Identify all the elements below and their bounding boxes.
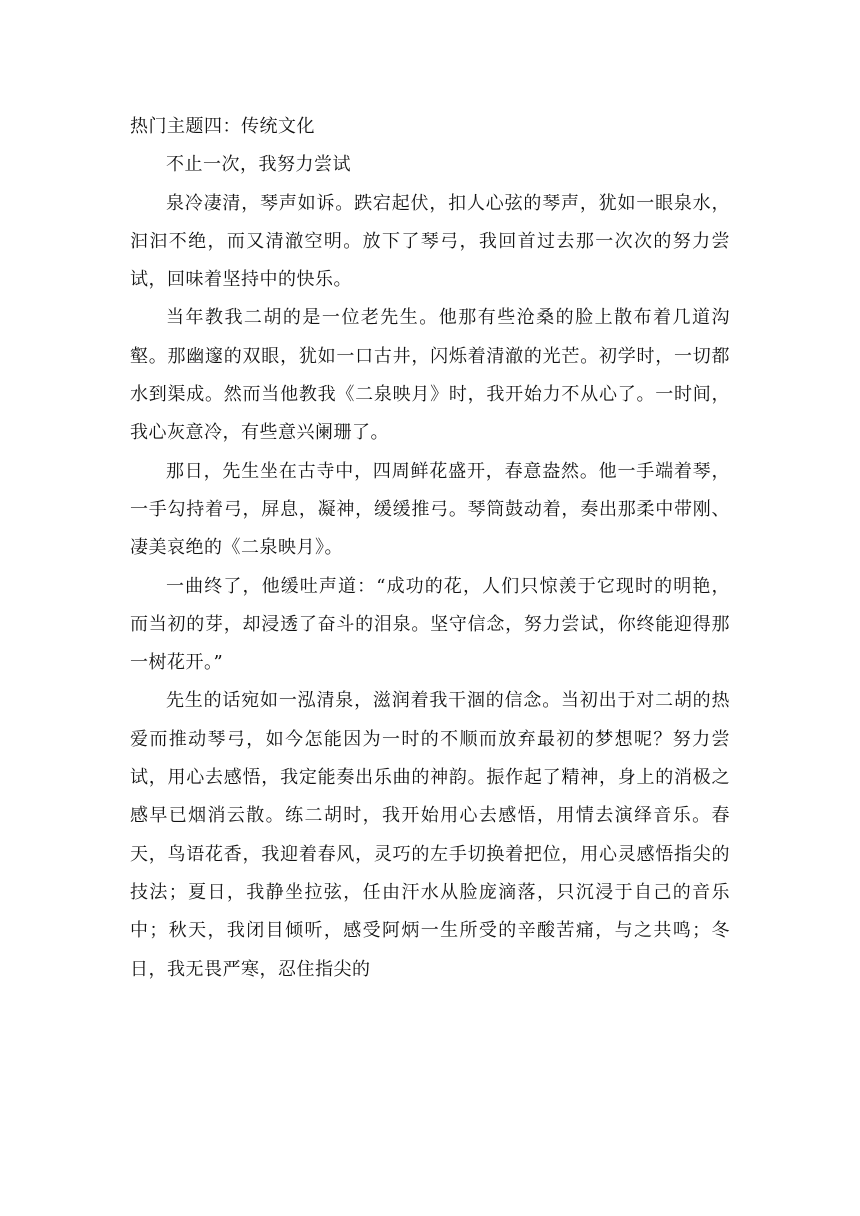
document-body (130, 108, 730, 989)
essay-title: 不止一次，我努力尝试 (166, 154, 351, 176)
paragraph-5: 先生的话宛如一泓清泉，滋润着我干涸的信念。当初出于对二胡的热爱而推动琴弓，如今怎能因为一时的不顺而放弃最初的梦想呢？努力尝试，用心去感悟，我定能奏出乐曲的神韵。振作起了精神，身上的消极之感早已烟消云散。练二胡时，我开始用心去感悟，用情去演绎音乐。春天，鸟语花香，我迎着春风，灵巧的左手切换着把位，用心灵感悟指尖的技法；夏日，我静坐拉弦，任由汗水从脸庞滴落，只沉浸于自己的音乐中；秋天，我闭目倾听，感受阿炳一生所受的辛酸苦痛，与之共鸣；冬日，我无畏严寒，忍住指尖的 (130, 690, 730, 980)
paragraph-1: 泉冷凄清，琴声如诉。跌宕起伏，扣人心弦的琴声，犹如一眼泉水，汩汩不绝，而又清澈空明。放下了琴弓，我回首过去那一次次的努力尝试，回味着坚持中的快乐。 (130, 192, 730, 291)
paragraph-4: 一曲终了，他缓吐声道：“成功的花，人们只惊羡于它现时的明艳，而当初的芽，却浸透了奋斗的泪泉。坚守信念，努力尝试，你终能迎得那一树花开。” (130, 575, 730, 674)
paragraph-3: 那日，先生坐在古寺中，四周鲜花盛开，春意盎然。他一手端着琴，一手勾持着弓，屏息，凝神，缓缓推弓。琴筒鼓动着，奏出那柔中带刚、凄美哀绝的《二泉映月》。 (130, 460, 730, 559)
section-heading: 热门主题四：传统文化 (130, 116, 315, 137)
paragraph-2: 当年教我二胡的是一位老先生。他那有些沧桑的脸上散布着几道沟壑。那幽邃的双眼，犹如一口古井，闪烁着清澈的光芒。初学时，一切都水到渠成。然而当他教我《二泉映月》时，我开始力不从心了。一时间，我心灰意冷，有些意兴阑珊了。 (130, 307, 730, 444)
